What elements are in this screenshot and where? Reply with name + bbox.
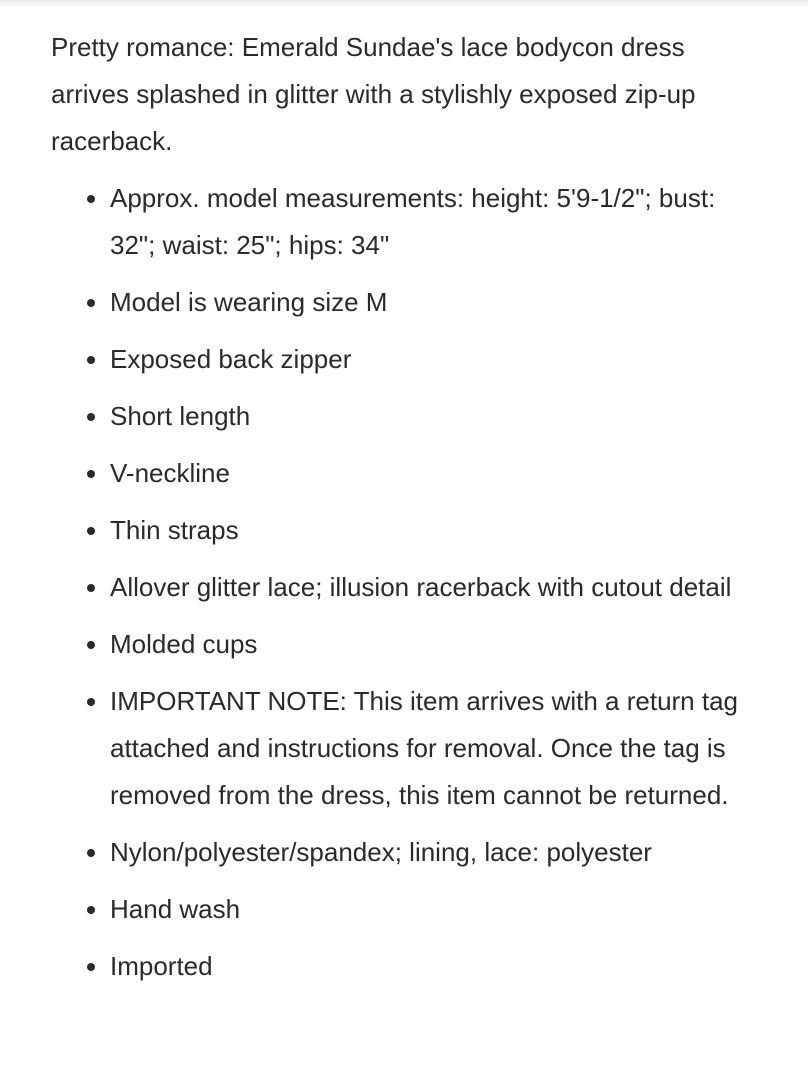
detail-item-measurements [51,175,761,269]
bullet-icon [87,195,95,203]
detail-text: Approx. model measurements: height: 5'9-1/2"; bust: 32"; waist: 25"; hips: 34" [110,183,716,260]
bullet-icon [87,470,95,478]
detail-item-origin [51,943,761,990]
bullet-icon [87,906,95,914]
detail-text: Exposed back zipper [110,344,352,374]
detail-text: V-neckline [110,458,230,488]
detail-text: Model is wearing size M [110,287,388,317]
product-details-list [51,175,761,990]
detail-text: IMPORTANT NOTE: This item arrives with a return tag attached and instructions for removal. Once the tag is removed from the dress, this item cannot be returned. [110,686,739,810]
detail-text: Molded cups [110,629,258,659]
bullet-icon [87,299,95,307]
detail-item-materials [51,829,761,876]
detail-text: Short length [110,401,251,431]
detail-text: Allover glitter lace; illusion racerback with cutout detail [110,572,732,602]
detail-item-cups [51,621,761,668]
detail-text: Nylon/polyester/spandex; lining, lace: polyester [110,837,652,867]
bullet-icon [87,963,95,971]
detail-item-lace [51,564,761,611]
detail-text: Hand wash [110,894,241,924]
description-intro: Pretty romance: Emerald Sundae's lace bodycon dress arrives splashed in glitter with a stylishly exposed zip-up racerback. [51,32,696,156]
bullet-icon [87,849,95,857]
bullet-icon [87,527,95,535]
detail-item-length [51,393,761,440]
detail-item-zipper [51,336,761,383]
detail-text: Thin straps [110,515,239,545]
detail-item-important-note [51,678,761,819]
detail-item-care [51,886,761,933]
detail-item-neckline [51,450,761,497]
bullet-icon [87,584,95,592]
detail-item-size [51,279,761,326]
bullet-icon [87,698,95,706]
bullet-icon [87,356,95,364]
product-description [51,24,761,1000]
header-shadow [0,0,808,8]
bullet-icon [87,413,95,421]
detail-item-straps [51,507,761,554]
bullet-icon [87,641,95,649]
detail-text: Imported [110,951,213,981]
